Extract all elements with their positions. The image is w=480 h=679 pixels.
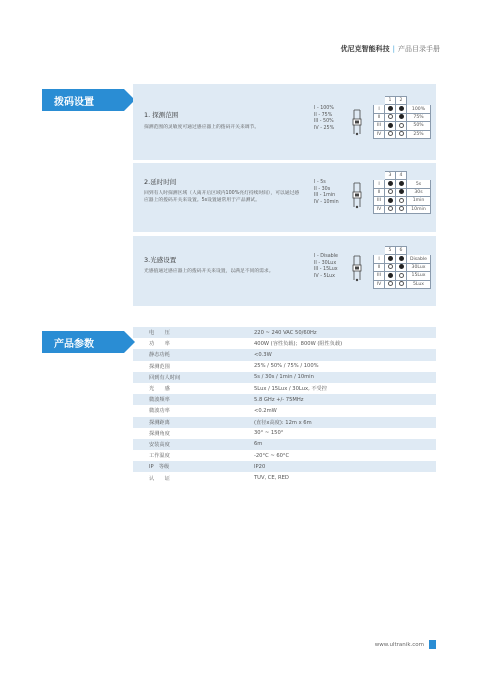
spec-key: 探测范围 — [149, 363, 170, 370]
dip-row-result: 100% — [407, 105, 431, 113]
spec-key: 电 压 — [133, 327, 240, 338]
dip-row-result: 5Lux — [407, 280, 431, 288]
dip-row — [374, 105, 431, 113]
spec-table — [133, 327, 436, 484]
dip-option: III - 15Lux — [314, 267, 338, 273]
dip-section-desc: 光感值通过感应器上的拨码开关来设置，以满足不同的需求。 — [144, 269, 274, 274]
dip-section-3 — [133, 236, 436, 306]
spec-row — [133, 394, 436, 405]
dip-options — [314, 254, 338, 280]
spec-row — [133, 439, 436, 450]
dip-row — [374, 197, 431, 205]
page-header — [341, 44, 440, 54]
dip-row-result: 10min — [407, 205, 431, 213]
switch-off-dot — [399, 198, 404, 203]
dip-section-desc: 探测范围的灵敏度可通过感应器上的拨码开关来调节。 — [144, 125, 260, 130]
spec-row — [133, 338, 436, 349]
dip-section-desc: 回到有人时探测区域（人离开后区域内100%亮灯持续时间），可以通过感应器上的拨码开关来设置。5s设置通常用于产品测试。 — [144, 191, 300, 203]
switch-on-dot — [388, 198, 393, 203]
switch-off-dot — [399, 273, 404, 278]
spec-value: 25% / 50% / 75% / 100% — [254, 363, 319, 370]
catalog-subtitle: 产品目录手册 — [398, 45, 440, 53]
dip-section-title: 3.光感设置 — [144, 256, 177, 264]
spec-row — [133, 428, 436, 439]
dip-option: III - 1min — [314, 193, 336, 199]
switch-on-dot — [388, 181, 393, 186]
spec-value: 5Lux / 15Lux / 30Lux, 不受控 — [254, 386, 327, 393]
spec-value: IP20 — [240, 461, 436, 472]
spec-key: 探测角度 — [149, 430, 170, 437]
dip-row — [374, 205, 431, 213]
dip-row — [374, 113, 431, 121]
dip-row-label: IV — [374, 205, 385, 213]
dip-section-title: 2.延时时间 — [144, 178, 177, 186]
spec-value: 5s / 30s / 1min / 10min — [240, 372, 436, 383]
dip-row — [374, 188, 431, 196]
spec-key: 探测距离 — [133, 417, 240, 428]
dip-row-result: Disable — [407, 255, 431, 263]
dip-row-label: II — [374, 113, 385, 121]
switch-on-dot — [399, 181, 404, 186]
spec-value: 220 ~ 240 VAC 50/60Hz — [240, 327, 436, 338]
switch-off-dot — [399, 281, 404, 286]
header-separator: | — [392, 45, 395, 53]
dip-row — [374, 180, 431, 188]
website-url: www.ultranik.com — [374, 642, 424, 648]
dip-option: IV - 5Lux — [314, 273, 335, 279]
switch-off-dot — [388, 206, 393, 211]
dip-switch-number: 1 — [385, 97, 396, 105]
switch-on-dot — [388, 123, 393, 128]
dip-option: II - 75% — [314, 112, 333, 118]
switch-on-dot — [388, 273, 393, 278]
dip-row — [374, 272, 431, 280]
spec-value: 5.8 GHz +/- 75MHz — [240, 394, 436, 405]
spec-row — [133, 417, 436, 428]
dip-switch-number: 5 — [385, 247, 396, 255]
dip-option: I - 5s — [314, 180, 326, 185]
spec-value: -20°C ~ 60°C — [254, 452, 290, 459]
dip-table — [373, 171, 431, 214]
switch-on-dot — [399, 264, 404, 269]
dip-row-label: III — [374, 122, 385, 130]
spec-row — [133, 327, 436, 338]
spec-key: 认 证 — [149, 475, 170, 482]
switch-off-dot — [399, 206, 404, 211]
dip-section-2 — [133, 163, 436, 232]
dip-row-result: 30s — [407, 188, 431, 196]
switch-on-dot — [399, 189, 404, 194]
switch-off-dot — [388, 189, 393, 194]
dip-switch-icon — [352, 253, 362, 283]
dip-switch-number: 4 — [396, 172, 407, 180]
spec-key: 光 感 — [149, 386, 170, 393]
spec-key: 功 率 — [149, 341, 170, 348]
dip-row-result: 5s — [407, 180, 431, 188]
dip-option: I - Disable — [314, 254, 338, 259]
switch-on-dot — [399, 256, 404, 261]
dip-option: III - 50% — [314, 119, 334, 125]
spec-row — [133, 372, 436, 383]
dip-row-label: III — [374, 197, 385, 205]
switch-on-dot — [388, 106, 393, 111]
dip-option: I - 100% — [314, 106, 334, 111]
dip-options — [314, 106, 334, 132]
dip-row-label: IV — [374, 280, 385, 288]
dip-row — [374, 122, 431, 130]
dip-row-result: 1min — [407, 197, 431, 205]
spec-key: 微波功率 — [149, 408, 170, 415]
spec-value: 400W (容性负载)；800W (阻性负载) — [254, 341, 343, 348]
dip-row-result: 25% — [407, 130, 431, 138]
dip-row-label: I — [374, 105, 385, 113]
switch-off-dot — [388, 281, 393, 286]
dip-option: IV - 25% — [314, 125, 335, 131]
spec-key: 安装高度 — [133, 439, 240, 450]
dip-switch-icon — [352, 107, 362, 137]
spec-row — [133, 461, 436, 472]
spec-key: 工作温度 — [149, 453, 170, 460]
spec-row — [133, 349, 436, 360]
switch-off-dot — [388, 264, 393, 269]
product-params-tag: 产品参数 — [42, 331, 124, 353]
dip-table — [373, 96, 431, 139]
switch-off-dot — [388, 114, 393, 119]
spec-row — [133, 405, 436, 416]
dip-row-label: II — [374, 263, 385, 271]
dip-row-result: 15Lux — [407, 272, 431, 280]
spec-key: IP 等级 — [133, 461, 240, 472]
dip-row-label: III — [374, 272, 385, 280]
dip-row-label: I — [374, 180, 385, 188]
spec-value: 30° ~ 150° — [254, 430, 284, 437]
dip-section-1 — [133, 84, 436, 160]
brand-name: 优尼克智能科技 — [340, 45, 390, 53]
dip-switch-icon — [352, 180, 362, 210]
dip-row-result: 50% — [407, 122, 431, 130]
footer-accent-bar — [429, 640, 436, 649]
dip-switch-number: 3 — [385, 172, 396, 180]
dip-section-title: 1. 探测范围 — [144, 111, 179, 119]
switch-on-dot — [399, 106, 404, 111]
dip-row — [374, 263, 431, 271]
spec-value: 6m — [240, 439, 436, 450]
dip-settings-tag: 拨码设置 — [42, 89, 124, 111]
switch-off-dot — [399, 123, 404, 128]
dip-switch-number: 6 — [396, 247, 407, 255]
spec-value: TUV, CE, RED — [254, 475, 289, 482]
dip-option: II - 30s — [314, 186, 331, 192]
dip-row-label: I — [374, 255, 385, 263]
spec-value: <0.3W — [240, 349, 436, 360]
dip-row-label: IV — [374, 130, 385, 138]
dip-option: II - 30Lux — [314, 260, 337, 266]
spec-key: 微波频率 — [133, 394, 240, 405]
spec-row — [133, 472, 436, 483]
dip-row — [374, 255, 431, 263]
switch-on-dot — [388, 256, 393, 261]
dip-row-label: II — [374, 188, 385, 196]
switch-off-dot — [388, 131, 393, 136]
spec-row — [133, 450, 436, 461]
dip-table — [373, 246, 431, 289]
dip-row-result: 75% — [407, 113, 431, 121]
spec-row — [133, 361, 436, 372]
spec-value: (直径x高度): 12m x 6m — [240, 417, 436, 428]
switch-off-dot — [399, 131, 404, 136]
dip-switch-number: 2 — [396, 97, 407, 105]
dip-row — [374, 130, 431, 138]
spec-row — [133, 383, 436, 394]
dip-options — [314, 180, 339, 206]
dip-row-result: 30Lux — [407, 263, 431, 271]
spec-value: <0.2mW — [254, 407, 277, 414]
dip-option: IV - 10min — [314, 199, 339, 205]
spec-key: 静态功耗 — [133, 349, 240, 360]
dip-row — [374, 280, 431, 288]
spec-key: 回到有人时间 — [133, 372, 240, 383]
switch-on-dot — [399, 114, 404, 119]
